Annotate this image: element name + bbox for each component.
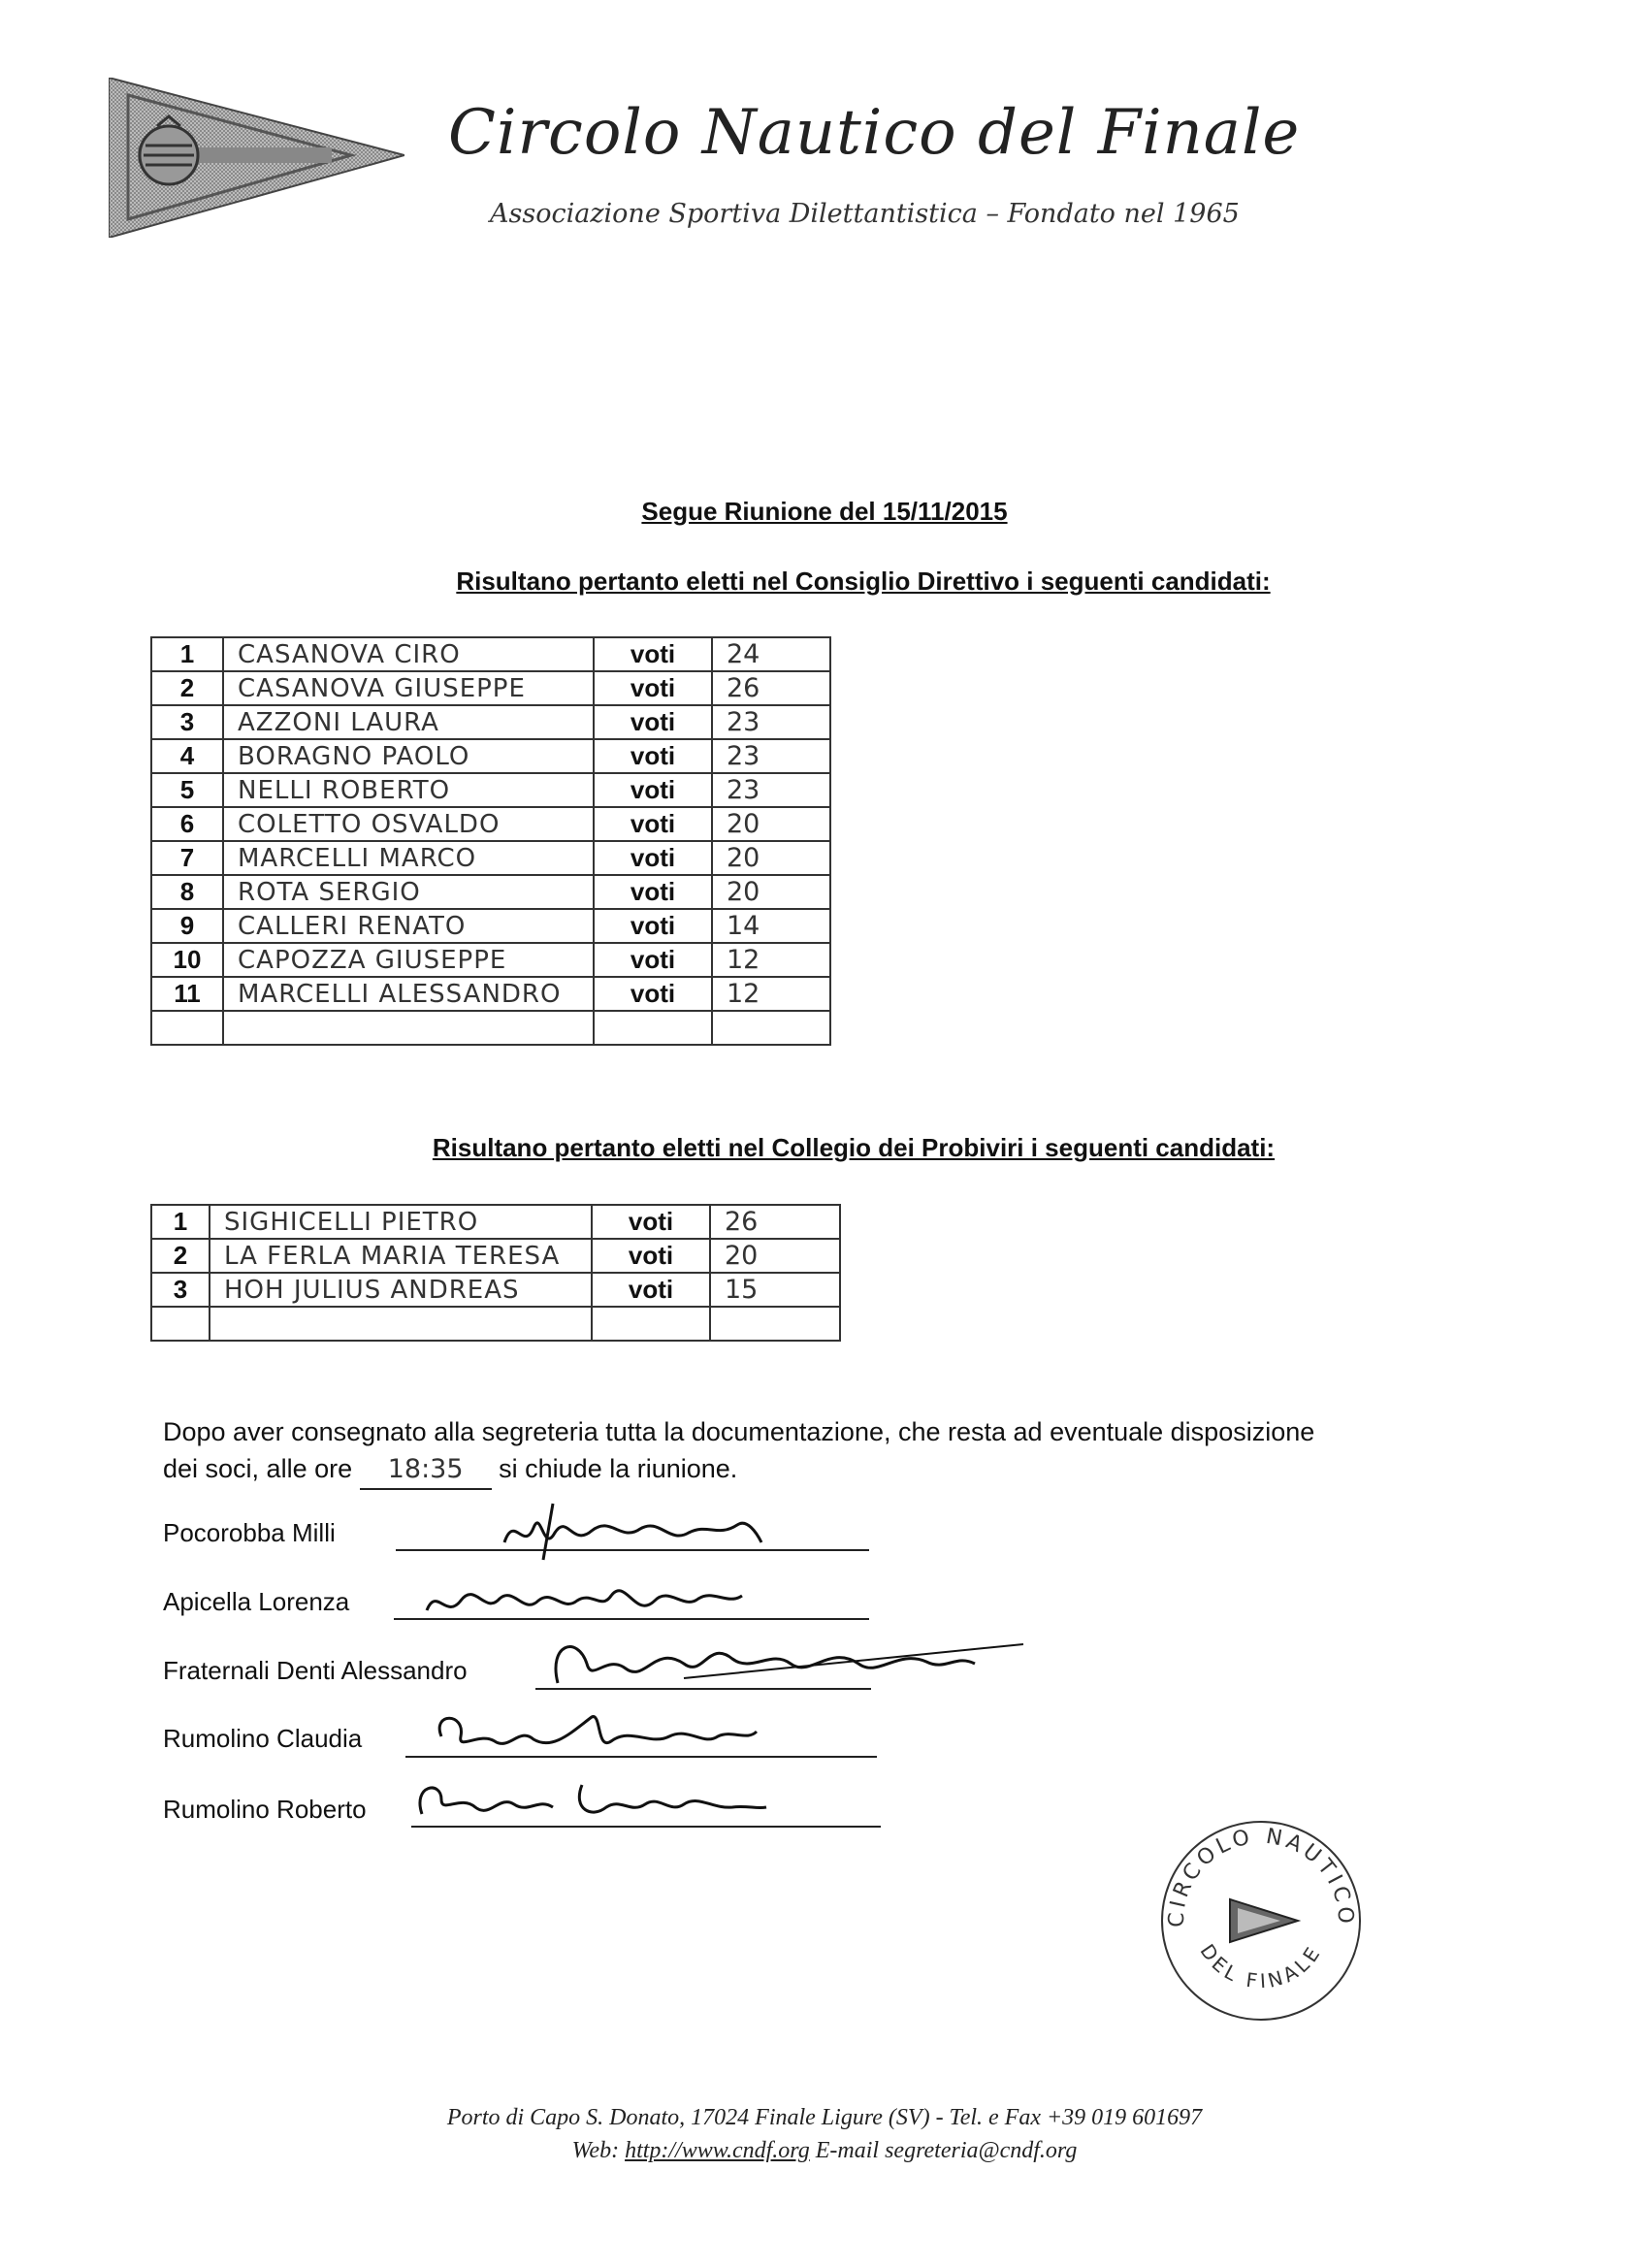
candidate-name: CAPOZZA GIUSEPPE xyxy=(223,943,594,977)
svg-text:DEL FINALE xyxy=(1196,1940,1327,1993)
vote-label: voti xyxy=(592,1239,710,1273)
empty-row xyxy=(151,1307,840,1341)
empty-cell xyxy=(151,1307,210,1341)
footer-email[interactable]: segreteria@cndf.org xyxy=(885,2138,1078,2163)
vote-count: 12 xyxy=(712,977,830,1011)
footer-web-link[interactable]: http://www.cndf.org xyxy=(625,2138,810,2163)
table-row xyxy=(151,739,830,773)
vote-count: 26 xyxy=(710,1205,840,1239)
row-number: 10 xyxy=(151,943,223,977)
row-number: 5 xyxy=(151,773,223,807)
stamp-bottom-text: DEL FINALE xyxy=(1195,1939,1327,1993)
council-heading: Risultano pertanto eletti nel Consiglio Direttivo i seguenti candidati: xyxy=(456,567,1271,596)
candidate-name: NELLI ROBERTO xyxy=(223,773,594,807)
candidate-name: MARCELLI MARCO xyxy=(223,841,594,875)
stamp-top-text: CIRCOLO NAUTICO xyxy=(1164,1824,1358,1928)
closing-line-1: Dopo aver consegnato alla segreteria tutta la documentazione, che resta ad eventuale disposizione xyxy=(163,1417,1315,1446)
empty-cell xyxy=(223,1011,594,1045)
vote-count: 15 xyxy=(710,1273,840,1307)
candidate-name: AZZONI LAURA xyxy=(223,705,594,739)
signature-5 xyxy=(412,1770,781,1829)
vote-count: 23 xyxy=(712,739,830,773)
signatory-4: Rumolino Claudia xyxy=(163,1724,363,1753)
vote-count: 20 xyxy=(712,875,830,909)
row-number: 2 xyxy=(151,671,223,705)
vote-label: voti xyxy=(594,909,712,943)
signature-2 xyxy=(417,1571,757,1630)
empty-cell xyxy=(210,1307,592,1341)
council-table xyxy=(150,636,831,1046)
candidate-name: ROTA SERGIO xyxy=(223,875,594,909)
table-row xyxy=(151,875,830,909)
vote-label: voti xyxy=(594,841,712,875)
vote-count: 23 xyxy=(712,705,830,739)
org-name: Circolo Nautico del Finale xyxy=(448,97,1301,169)
candidate-name: COLETTO OSVALDO xyxy=(223,807,594,841)
closing-paragraph xyxy=(163,1413,1521,1490)
vote-label: voti xyxy=(594,977,712,1011)
meeting-title: Segue Riunione del 15/11/2015 xyxy=(641,497,1008,526)
vote-label: voti xyxy=(594,739,712,773)
table-row xyxy=(151,1239,840,1273)
candidate-name: BORAGNO PAOLO xyxy=(223,739,594,773)
empty-row xyxy=(151,1011,830,1045)
candidate-name: HOH JULIUS ANDREAS xyxy=(210,1273,592,1307)
footer-contacts xyxy=(0,2138,1649,2164)
row-number: 3 xyxy=(151,1273,210,1307)
candidate-name: CALLERI RENATO xyxy=(223,909,594,943)
empty-cell xyxy=(592,1307,710,1341)
candidate-name: CASANOVA GIUSEPPE xyxy=(223,671,594,705)
signature-1 xyxy=(485,1494,776,1562)
vote-count: 24 xyxy=(712,637,830,671)
vote-label: voti xyxy=(594,773,712,807)
vote-count: 26 xyxy=(712,671,830,705)
vote-label: voti xyxy=(594,875,712,909)
row-number: 8 xyxy=(151,875,223,909)
closing-before-hour: dei soci, alle ore xyxy=(163,1454,353,1483)
row-number: 9 xyxy=(151,909,223,943)
signatory-1: Pocorobba Milli xyxy=(163,1518,336,1547)
table-row xyxy=(151,977,830,1011)
vote-count: 12 xyxy=(712,943,830,977)
probiviri-heading: Risultano pertanto eletti nel Collegio dei Probiviri i seguenti candidati: xyxy=(432,1133,1276,1162)
vote-count: 23 xyxy=(712,773,830,807)
table-row xyxy=(151,807,830,841)
row-number: 4 xyxy=(151,739,223,773)
table-row xyxy=(151,671,830,705)
candidate-name: LA FERLA MARIA TERESA xyxy=(210,1239,592,1273)
vote-label: voti xyxy=(594,637,712,671)
org-subtitle: Associazione Sportiva Dilettantistica – Fondato nel 1965 xyxy=(490,199,1240,229)
signatory-3: Fraternali Denti Alessandro xyxy=(163,1656,468,1685)
row-number: 6 xyxy=(151,807,223,841)
candidate-name: MARCELLI ALESSANDRO xyxy=(223,977,594,1011)
empty-cell xyxy=(710,1307,840,1341)
footer-web-label: Web: xyxy=(571,2138,620,2163)
table-row xyxy=(151,705,830,739)
vote-label: voti xyxy=(592,1205,710,1239)
table-row xyxy=(151,943,830,977)
candidate-name: CASANOVA CIRO xyxy=(223,637,594,671)
vote-count: 14 xyxy=(712,909,830,943)
closing-after-hour: si chiude la riunione. xyxy=(499,1454,738,1483)
club-stamp xyxy=(1154,1814,1368,2027)
vote-count: 20 xyxy=(712,841,830,875)
row-number: 3 xyxy=(151,705,223,739)
vote-count: 20 xyxy=(712,807,830,841)
signatory-5: Rumolino Roberto xyxy=(163,1795,367,1824)
signatory-2: Apicella Lorenza xyxy=(163,1587,350,1616)
vote-label: voti xyxy=(594,807,712,841)
club-pennant-logo xyxy=(109,78,404,238)
row-number: 2 xyxy=(151,1239,210,1273)
signature-4 xyxy=(427,1702,795,1761)
vote-label: voti xyxy=(594,943,712,977)
row-number: 7 xyxy=(151,841,223,875)
empty-cell xyxy=(712,1011,830,1045)
probiviri-table xyxy=(150,1204,841,1342)
empty-cell xyxy=(151,1011,223,1045)
table-row xyxy=(151,909,830,943)
table-row xyxy=(151,773,830,807)
closing-hour: 18:35 xyxy=(360,1451,492,1490)
row-number: 1 xyxy=(151,637,223,671)
row-number: 11 xyxy=(151,977,223,1011)
vote-count: 20 xyxy=(710,1239,840,1273)
closing-line-2 xyxy=(163,1450,1521,1490)
footer-email-label: E-mail xyxy=(815,2138,880,2163)
signature-3 xyxy=(538,1625,1023,1702)
table-row xyxy=(151,841,830,875)
candidate-name: SIGHICELLI PIETRO xyxy=(210,1205,592,1239)
table-row xyxy=(151,1273,840,1307)
vote-label: voti xyxy=(594,671,712,705)
row-number: 1 xyxy=(151,1205,210,1239)
table-row xyxy=(151,637,830,671)
vote-label: voti xyxy=(592,1273,710,1307)
empty-cell xyxy=(594,1011,712,1045)
vote-label: voti xyxy=(594,705,712,739)
footer-address: Porto di Capo S. Donato, 17024 Finale Ligure (SV) - Tel. e Fax +39 019 601697 xyxy=(446,2105,1203,2130)
table-row xyxy=(151,1205,840,1239)
